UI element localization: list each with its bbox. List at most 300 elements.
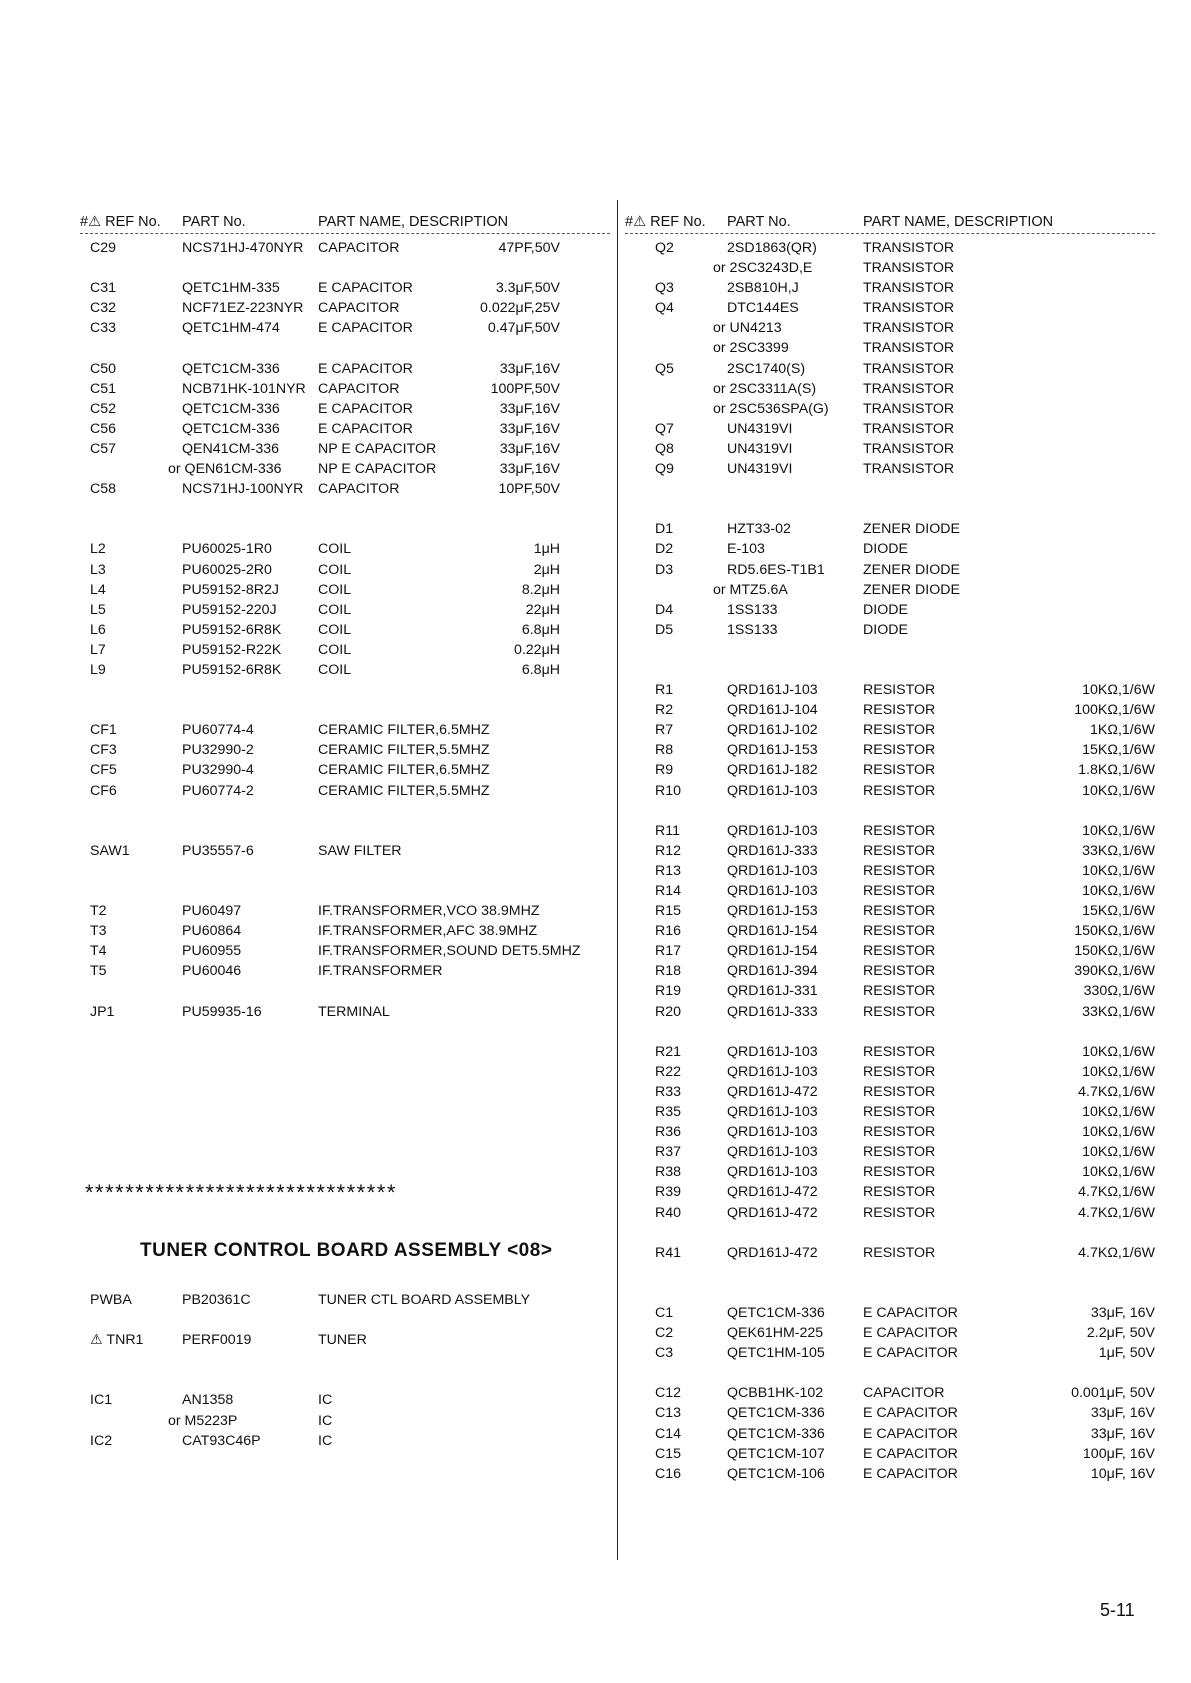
part-row (80, 781, 610, 801)
part-row (625, 1243, 1155, 1263)
ref-no: R41 (655, 1244, 682, 1261)
part-row (625, 680, 1155, 700)
part-value: 2.2μF, 50V (1086, 1325, 1155, 1342)
part-no: UN4319VI (727, 420, 793, 437)
part-row (625, 278, 1155, 298)
row-gap (625, 1283, 1155, 1303)
part-no: or 2SC3399 (713, 340, 789, 357)
part-name: E CAPACITOR (863, 1425, 958, 1442)
part-name: IF.TRANSFORMER,VCO 38.9MHZ (318, 903, 540, 920)
ref-no: R21 (655, 1043, 682, 1060)
part-value: 150KΩ,1/6W (1074, 943, 1155, 960)
part-row (625, 1424, 1155, 1444)
part-value: 15KΩ,1/6W (1082, 903, 1155, 920)
part-value: 10μF, 16V (1090, 1465, 1155, 1482)
part-value: 3.3μF,50V (495, 280, 560, 297)
row-gap (625, 640, 1155, 660)
part-no: PU60774-4 (182, 722, 254, 739)
part-value: 10KΩ,1/6W (1082, 682, 1155, 699)
part-row (625, 439, 1155, 459)
part-row (80, 740, 610, 760)
part-name: CAPACITOR (318, 240, 400, 256)
part-no: RD5.6ES-T1B1 (727, 561, 825, 578)
part-no: QRD161J-103 (727, 1063, 818, 1080)
part-row (625, 1162, 1155, 1182)
ref-no: L3 (90, 561, 106, 578)
part-value: 33KΩ,1/6W (1082, 842, 1155, 859)
ref-no: R17 (655, 943, 682, 960)
ref-no: R39 (655, 1184, 682, 1201)
part-no: QETC1CM-336 (182, 420, 280, 437)
part-no: QETC1HM-335 (182, 280, 280, 297)
part-name: TRANSISTOR (863, 300, 955, 317)
part-name: CAPACITOR (318, 380, 400, 397)
part-no: QRD161J-154 (727, 923, 818, 940)
part-row (80, 298, 610, 318)
part-row (80, 1290, 610, 1310)
part-name: E CAPACITOR (863, 1405, 958, 1422)
part-name: TRANSISTOR (863, 440, 955, 457)
part-row (625, 519, 1155, 539)
part-value: 0.47μF,50V (487, 320, 560, 337)
part-name: CAPACITOR (318, 481, 400, 498)
part-no: E-103 (727, 541, 765, 558)
part-name: RESISTOR (863, 822, 936, 839)
ref-no: L5 (90, 601, 106, 618)
part-no: QETC1CM-107 (727, 1445, 825, 1462)
part-row (80, 580, 610, 600)
part-row (625, 720, 1155, 740)
part-value: 33KΩ,1/6W (1082, 1003, 1155, 1020)
section-divider-stars: ******************************* (85, 1180, 397, 1205)
part-value: 6.8μH (521, 621, 560, 638)
part-name: RESISTOR (863, 742, 936, 759)
ref-no: R9 (655, 762, 674, 779)
part-no: QETC1CM-336 (727, 1304, 825, 1321)
ref-no: R2 (655, 702, 674, 719)
part-name: TRANSISTOR (863, 380, 955, 397)
part-value: 10KΩ,1/6W (1082, 1063, 1155, 1080)
part-row (625, 1142, 1155, 1162)
ref-no: Q9 (655, 461, 674, 478)
part-name: TRANSISTOR (863, 360, 955, 377)
row-gap (625, 1022, 1155, 1042)
part-no: HZT33-02 (727, 521, 791, 538)
part-row (625, 901, 1155, 921)
ref-no: L2 (90, 541, 106, 558)
part-row (625, 760, 1155, 780)
part-no: QRD161J-103 (727, 822, 818, 839)
part-no: or 2SC536SPA(G) (713, 400, 829, 417)
part-no: QRD161J-394 (727, 963, 818, 980)
part-row (80, 841, 610, 861)
part-name: E CAPACITOR (863, 1325, 958, 1342)
ref-no: C15 (655, 1445, 682, 1462)
part-name: E CAPACITOR (318, 420, 413, 437)
part-no: UN4319VI (727, 440, 793, 457)
page-number: 5-11 (1100, 1600, 1135, 1620)
part-name: RESISTOR (863, 1164, 936, 1181)
part-name: RESISTOR (863, 883, 936, 899)
part-value: 10KΩ,1/6W (1082, 883, 1155, 899)
part-no: QRD161J-103 (727, 1104, 818, 1121)
ref-no: D5 (655, 621, 674, 638)
part-row (625, 1002, 1155, 1022)
part-name: ZENER DIODE (863, 521, 960, 538)
part-no: PU60864 (182, 923, 242, 940)
part-name: IC (318, 1432, 333, 1449)
part-name: TRANSISTOR (863, 340, 955, 357)
part-row (80, 1390, 610, 1410)
part-name: TRANSISTOR (863, 280, 955, 297)
part-row (80, 560, 610, 580)
part-name: RESISTOR (863, 1063, 936, 1080)
part-name: E CAPACITOR (318, 400, 413, 417)
part-no: QRD161J-331 (727, 983, 818, 1000)
part-no: QRD161J-153 (727, 903, 818, 920)
part-no: PERF0019 (182, 1332, 252, 1349)
part-row (625, 821, 1155, 841)
part-name: NP E CAPACITOR (318, 461, 437, 478)
part-row (625, 700, 1155, 720)
part-no: PU59152-8R2J (182, 581, 280, 598)
part-row (625, 1444, 1155, 1464)
part-row (625, 1303, 1155, 1323)
part-name: RESISTOR (863, 762, 936, 779)
row-gap (80, 981, 610, 1001)
part-name: DIODE (863, 621, 908, 638)
part-no: or 2SC3243D,E (713, 260, 813, 277)
part-row (625, 539, 1155, 559)
part-no: AN1358 (182, 1392, 234, 1409)
part-value: 10KΩ,1/6W (1082, 1164, 1155, 1181)
ref-no: L4 (90, 581, 106, 598)
part-value: 0.001μF, 50V (1071, 1385, 1155, 1402)
part-no: or QEN61CM-336 (168, 461, 282, 478)
part-no: PU60046 (182, 963, 242, 980)
ref-no: C13 (655, 1405, 682, 1422)
part-name: DIODE (863, 601, 908, 618)
ref-no: C32 (90, 300, 117, 317)
part-value: 330Ω,1/6W (1083, 983, 1155, 1000)
part-row (625, 258, 1155, 278)
right-table-header (625, 205, 1155, 234)
part-row (80, 238, 610, 258)
ref-no: C56 (90, 420, 117, 437)
ref-no: T3 (90, 923, 107, 940)
part-value: 0.22μH (513, 641, 560, 658)
part-row (80, 359, 610, 379)
part-name: COIL (318, 661, 352, 678)
part-name: RESISTOR (863, 1204, 936, 1221)
ref-no: C3 (655, 1345, 674, 1362)
part-no: or 2SC3311A(S) (713, 380, 817, 397)
part-value: 33μF, 16V (1090, 1304, 1155, 1321)
part-row (625, 298, 1155, 318)
left-parts-column (80, 205, 610, 1022)
part-row (625, 459, 1155, 479)
ref-no: R10 (655, 782, 682, 799)
part-name: RESISTOR (863, 923, 936, 940)
part-name: RESISTOR (863, 983, 936, 1000)
part-row (625, 379, 1155, 399)
part-name: COIL (318, 641, 352, 658)
ref-no: D3 (655, 561, 674, 578)
ref-no: R22 (655, 1063, 682, 1080)
part-value: 1μH (533, 541, 560, 558)
part-name: RESISTOR (863, 943, 936, 960)
part-name: TRANSISTOR (863, 320, 955, 337)
part-no: QRD161J-102 (727, 722, 818, 739)
part-no: QRD161J-472 (727, 1184, 818, 1201)
ref-no: T5 (90, 963, 107, 980)
part-no: PU59152-R22K (182, 641, 282, 658)
part-row (80, 1330, 610, 1350)
part-name: RESISTOR (863, 1083, 936, 1100)
part-row (625, 861, 1155, 881)
part-row (625, 1343, 1155, 1363)
row-gap (80, 1350, 610, 1370)
part-value: 33μF,16V (499, 440, 560, 457)
ref-no: C14 (655, 1425, 682, 1442)
row-gap (80, 1370, 610, 1390)
ref-no: PWBA (90, 1292, 132, 1308)
part-name: CERAMIC FILTER,6.5MHZ (318, 762, 490, 779)
part-row (625, 981, 1155, 1001)
row-gap (625, 1363, 1155, 1383)
part-value: 33μF, 16V (1090, 1425, 1155, 1442)
part-name: ZENER DIODE (863, 581, 960, 598)
part-no: QRD161J-103 (727, 1144, 818, 1161)
ref-no: Q5 (655, 360, 674, 377)
right-rows (625, 234, 1155, 1484)
ref-no: CF6 (90, 782, 117, 799)
part-no: QRD161J-472 (727, 1083, 818, 1100)
part-value: 10KΩ,1/6W (1082, 782, 1155, 799)
part-no: PB20361C (182, 1292, 251, 1308)
ref-no: CF1 (90, 722, 117, 739)
part-row (625, 1403, 1155, 1423)
part-name: RESISTOR (863, 903, 936, 920)
part-row (80, 941, 610, 961)
ref-no: C33 (90, 320, 117, 337)
part-no: PU59152-6R8K (182, 661, 282, 678)
ref-no: R40 (655, 1204, 682, 1221)
part-value: 100PF,50V (490, 380, 560, 397)
part-name: RESISTOR (863, 1003, 936, 1020)
part-name: RESISTOR (863, 1244, 936, 1261)
part-value: 1μF, 50V (1098, 1345, 1155, 1362)
ref-no: R20 (655, 1003, 682, 1020)
part-name: DIODE (863, 541, 908, 558)
part-row (625, 399, 1155, 419)
part-name: TUNER CTL BOARD ASSEMBLY (318, 1292, 531, 1308)
part-no: or M5223P (168, 1412, 238, 1429)
part-row (625, 841, 1155, 861)
ref-no: R1 (655, 682, 674, 699)
part-no: QETC1HM-474 (182, 320, 280, 337)
row-gap (80, 519, 610, 539)
row-gap (625, 479, 1155, 499)
ref-no: CF3 (90, 742, 117, 759)
part-name: E CAPACITOR (318, 360, 413, 377)
part-name: RESISTOR (863, 682, 936, 699)
part-name: IF.TRANSFORMER,SOUND DET5.5MHZ (318, 943, 581, 960)
part-no: 1SS133 (727, 601, 778, 618)
ref-no: R8 (655, 742, 674, 759)
part-row (80, 620, 610, 640)
part-name: RESISTOR (863, 782, 936, 799)
part-name: RESISTOR (863, 862, 936, 879)
part-no: PU60774-2 (182, 782, 254, 799)
part-name: CERAMIC FILTER,5.5MHZ (318, 782, 490, 799)
part-name: IC (318, 1412, 333, 1429)
part-no: PU59935-16 (182, 1003, 262, 1020)
part-value: 100μF, 16V (1082, 1445, 1155, 1462)
part-no: QETC1CM-336 (727, 1425, 825, 1442)
part-name: E CAPACITOR (863, 1465, 958, 1482)
ref-no: C57 (90, 440, 117, 457)
ref-no: Q8 (655, 440, 674, 457)
part-row (625, 1062, 1155, 1082)
ref-no: R14 (655, 883, 682, 899)
part-no: PU60497 (182, 903, 242, 920)
part-no: NCF71EZ-223NYR (182, 300, 304, 317)
part-value: 33μF,16V (499, 420, 560, 437)
part-name: RESISTOR (863, 1184, 936, 1201)
part-row (80, 399, 610, 419)
ref-no: C29 (90, 240, 117, 256)
part-row (625, 620, 1155, 640)
row-gap (625, 1223, 1155, 1243)
part-row (625, 318, 1155, 338)
part-value: 10KΩ,1/6W (1082, 1144, 1155, 1161)
lower-left-rows (80, 1290, 610, 1451)
part-no: 2SD1863(QR) (727, 240, 817, 256)
part-row (625, 1102, 1155, 1122)
part-row (625, 881, 1155, 901)
ref-no: CF5 (90, 762, 117, 779)
part-row (625, 359, 1155, 379)
header-name: PART NAME, DESCRIPTION (318, 214, 509, 230)
part-row (625, 740, 1155, 760)
part-value: 1.8KΩ,1/6W (1078, 762, 1155, 779)
part-no: PU59152-220J (182, 601, 277, 618)
part-row (80, 640, 610, 660)
row-gap (625, 499, 1155, 519)
part-value: 100KΩ,1/6W (1074, 702, 1155, 719)
part-row (80, 479, 610, 499)
part-no: QRD161J-472 (727, 1244, 818, 1261)
part-name: CAPACITOR (318, 300, 400, 317)
part-value: 4.7KΩ,1/6W (1078, 1083, 1155, 1100)
part-no: QRD161J-104 (727, 702, 818, 719)
section-title: TUNER CONTROL BOARD ASSEMBLY <08> (140, 1240, 553, 1261)
part-name: E CAPACITOR (863, 1445, 958, 1462)
part-no: PU60955 (182, 943, 242, 960)
part-value: 4.7KΩ,1/6W (1078, 1204, 1155, 1221)
part-name: CAPACITOR (863, 1385, 945, 1402)
ref-no: C16 (655, 1465, 682, 1482)
part-value: 150KΩ,1/6W (1074, 923, 1155, 940)
part-no: QETC1CM-336 (182, 400, 280, 417)
part-no: QRD161J-472 (727, 1204, 818, 1221)
part-row (625, 600, 1155, 620)
ref-no: C31 (90, 280, 117, 297)
ref-no: R35 (655, 1104, 682, 1121)
part-value: 10KΩ,1/6W (1082, 862, 1155, 879)
ref-no: D4 (655, 601, 674, 618)
part-no: QRD161J-153 (727, 742, 818, 759)
row-gap (80, 258, 610, 278)
part-name: COIL (318, 581, 352, 598)
part-no: QRD161J-154 (727, 943, 818, 960)
part-value: 2μH (533, 561, 560, 578)
part-row (625, 1464, 1155, 1484)
part-name: RESISTOR (863, 1144, 936, 1161)
part-value: 10KΩ,1/6W (1082, 1124, 1155, 1141)
part-row (625, 580, 1155, 600)
row-gap (80, 861, 610, 881)
part-row (80, 278, 610, 298)
part-row (625, 781, 1155, 801)
ref-no: JP1 (90, 1003, 115, 1020)
header-ref: #⚠ REF No. (80, 214, 161, 230)
part-no: or UN4213 (713, 320, 782, 337)
part-value: 10KΩ,1/6W (1082, 1104, 1155, 1121)
ref-no: T2 (90, 903, 107, 920)
part-row (625, 560, 1155, 580)
ref-no: R13 (655, 862, 682, 879)
part-value: 1KΩ,1/6W (1089, 722, 1155, 739)
ref-no: R16 (655, 923, 682, 940)
ref-no: R33 (655, 1083, 682, 1100)
part-name: IF.TRANSFORMER (318, 963, 443, 980)
part-name: E CAPACITOR (863, 1345, 958, 1362)
row-gap (80, 499, 610, 519)
part-row (80, 419, 610, 439)
part-no: QRD161J-103 (727, 1043, 818, 1060)
ref-no: D1 (655, 521, 674, 538)
part-no: DTC144ES (727, 300, 799, 317)
part-no: NCS71HJ-470NYR (182, 240, 304, 256)
part-row (625, 1182, 1155, 1202)
part-name: RESISTOR (863, 1104, 936, 1121)
ref-no: L7 (90, 641, 106, 658)
part-name: NP E CAPACITOR (318, 440, 437, 457)
row-gap (80, 338, 610, 358)
part-row (625, 1082, 1155, 1102)
part-no: PU60025-2R0 (182, 561, 272, 578)
part-row (625, 1122, 1155, 1142)
header-name: PART NAME, DESCRIPTION (863, 214, 1054, 230)
part-row (80, 539, 610, 559)
part-no: PU59152-6R8K (182, 621, 282, 638)
row-gap (80, 801, 610, 821)
ref-no: C12 (655, 1385, 682, 1402)
part-name: TUNER (318, 1332, 367, 1349)
ref-no: C52 (90, 400, 117, 417)
part-no: CAT93C46P (182, 1432, 261, 1449)
part-name: RESISTOR (863, 842, 936, 859)
part-name: CERAMIC FILTER,5.5MHZ (318, 742, 490, 759)
row-gap (80, 821, 610, 841)
part-row (80, 1431, 610, 1451)
part-name: TRANSISTOR (863, 461, 955, 478)
part-no: QRD161J-103 (727, 682, 818, 699)
part-no: or MTZ5.6A (713, 581, 788, 598)
part-value: 47PF,50V (498, 240, 560, 256)
